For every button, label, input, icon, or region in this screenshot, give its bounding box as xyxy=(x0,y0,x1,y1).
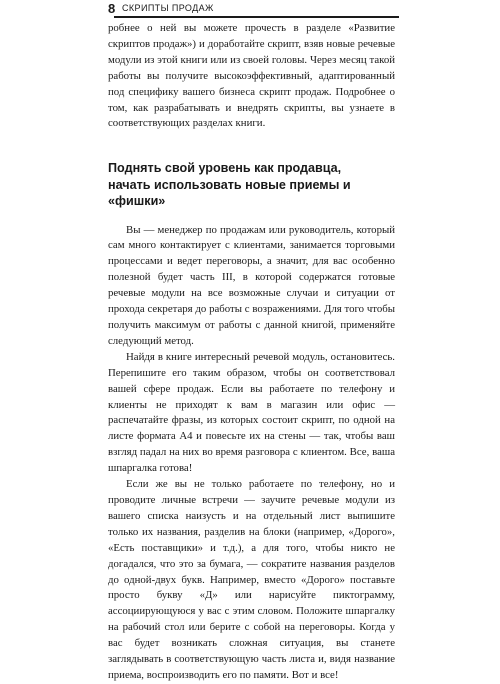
running-header xyxy=(114,2,399,18)
body-paragraph: Вы — менеджер по продажам или руководитель, который сам много контактирует с клиентами, занимается торговыми процессами и ведет переговоры, а значит, для вас особенно полезной будет часть III, в которой содержатся готовые речевые модули на все возможные случаи и ситуации от прохода секретаря до работы с возражениями. Для того чтобы получить максимум от работы с данной книгой, применяйте следующий метод. xyxy=(108,223,395,347)
section-heading-line-1: Поднять свой уровень как продавца, xyxy=(108,161,342,176)
running-title: СКРИПТЫ ПРОДАЖ xyxy=(122,3,214,13)
page-number: 8 xyxy=(108,1,116,16)
section-heading xyxy=(108,160,395,209)
body-paragraph: Если же вы не только работаете по телефону, но и проводите личные встречи — заучите речевые модули из вашего списка наизусть и на отдельный лист выпишите только их названия, разделив на блоки (например, «Дорого», «Есть поставщики» и т.д.), а для того, чтобы никто не догадался, что это за бумага, — сократите названия разделов до одной-двух букв. Например, вместо «Дорого» поставьте просто букву «Д» или нарисуйте пиктограмму, ассоциирующуюся у вас с этим словом. Положите шпаргалку на рабочий стол или берите с собой на переговоры. Когда у вас будет возникать сложная ситуация, вы станете заглядывать в соответствующую часть листа и, видя название приема, воспроизводить его по памяти. Вот и все! xyxy=(108,478,395,681)
text-column xyxy=(108,21,395,684)
intro-paragraph: робнее о ней вы можете прочесть в разделе «Развитие скриптов продаж») и доработайте скрипт, взяв новые речевые модули из этой книги или из своей головы. Через месяц такой работы вы получите высокоэффективный, адаптированный под специфику вашего бизнеса скрипт продаж. Подробнее о том, как разрабатывать и внедрять скрипты, вы узнаете в соответствующих разделах книги. xyxy=(108,22,395,130)
section-heading-line-2: начать использовать новые приемы и «фишки» xyxy=(108,177,351,209)
body-paragraph: Найдя в книге интересный речевой модуль, остановитесь. Перепишите его таким образом, чтобы он соответствовал вашей сфере продаж. Если вы работаете по телефону и клиенты не приходят к вам в магазин или офис — распечатайте фразы, из которых состоит скрипт, по одной на листе формата А4 и повесьте их на стены — так, чтобы ваш взгляд падал на них во время разговора с клиентом. Все, ваша шпаргалка готова! xyxy=(108,350,395,475)
